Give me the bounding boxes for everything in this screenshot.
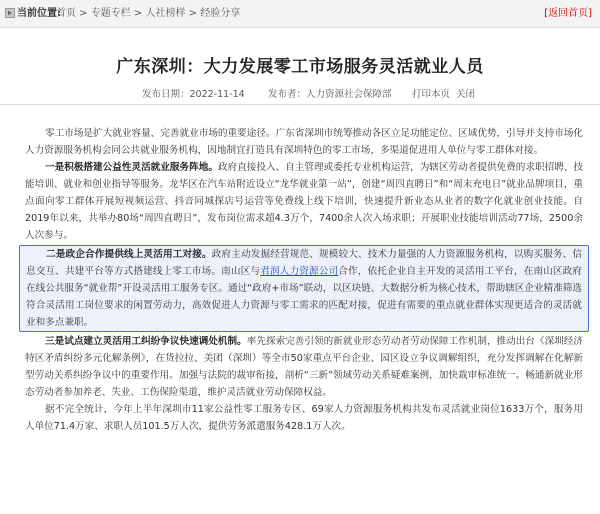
paragraph-point-3 <box>25 333 583 401</box>
point-1-text: 政府直接投入、自主管理或委托专业机构运营，为辖区劳动者提供免费的求职招聘、技能培训、就业和创业指导等服务。龙华区在汽车站附近设立“龙华就业第一站”，创建“周四直聘日”和“周末充电日”就业品牌项目，重点面向零工群体开展短视频运营、抖音同城探店号运营等免费线上线下培训，快速提升新业态从业者的数字化就业创业技能。自2019年以来，共举办80场“周四直聘日”，发布岗位需求超4.3万个，7400余人次入场求职；开展职业技能培训活动77场，2500余人次参与。 <box>25 162 584 241</box>
point-3-heading: 三是试点建立灵活用工纠纷争议快速调处机制。 <box>45 336 247 347</box>
close-page-link[interactable]: 关闭 <box>456 89 476 100</box>
print-page-link[interactable]: 打印本页 <box>412 89 451 100</box>
breadcrumb-item-experience[interactable]: 经验分享 <box>200 8 241 19</box>
back-to-home-link[interactable]: [返回首页] <box>544 8 592 19</box>
paragraph-point-1 <box>25 159 583 244</box>
publisher: 发布者：人力资源社会保障部 <box>268 89 392 100</box>
page-title: 广东深圳：大力发展零工市场服务灵活就业人员 <box>116 57 484 77</box>
breadcrumb <box>56 0 240 27</box>
paragraph-point-2-highlighted <box>19 245 589 332</box>
point-3-text: 率先探索完善引领的新就业形态劳动者劳动保障工作机制，推动出台《深圳经济特区矛盾纠纷多元化解条例》，在货拉拉、美团（深圳）等全市50家重点平台企业、园区设立争议调解组织，充分发挥调解在化解新型劳动关系纠纷争议中的重要作用。加强与法院的裁审衔接，剖析“三新”领域劳动关系疑难案例，加快裁审标准统一。畅通新就业形态劳动者参加养老、失业、工伤保险渠道，维护灵活就业劳动保障权益。 <box>25 336 584 398</box>
article-body <box>25 125 583 435</box>
breadcrumb-separator: > <box>185 8 201 19</box>
point-2-heading: 二是政企合作提供线上灵活用工对接。 <box>46 249 212 260</box>
company-link[interactable]: 君润人力资源公司 <box>260 266 339 277</box>
publish-date: 发布日期：2022-11-14 <box>142 89 245 100</box>
paragraph-intro: 零工市场是扩大就业容量、完善就业市场的重要途径。广东省深圳市统筹推动各区立足功能定位、区域优势，引导并支持市场化人力资源服务机构会同公共就业服务机构，因地制宜打造具有深圳特色的零工市场，多渠道促进用人单位与零工群体对接。 <box>25 128 583 156</box>
breadcrumb-label: 当前位置: <box>17 8 61 19</box>
paragraph-statistics: 据不完全统计，今年上半年深圳市11家公益性零工服务专区、69家人力资源服务机构共发布灵活就业岗位1633万个，服务用人单位71.4万家、求职人员101.5万人次，提供劳务派遣服务428.1万人次。 <box>25 404 583 432</box>
breadcrumb-separator: > <box>76 8 91 19</box>
breadcrumb-item-role-models[interactable]: 人社榜样 <box>145 8 186 19</box>
breadcrumb-item-topics[interactable]: 专题专栏 <box>90 8 131 19</box>
point-1-heading: 一是积极搭建公益性灵活就业服务阵地。 <box>45 162 218 173</box>
breadcrumb-item-home[interactable]: 首页 <box>56 8 76 19</box>
location-pin-icon <box>5 8 15 18</box>
point-2-text-b: 合作，依托企业自主开发的灵活用工平台，在南山区政府在线公共服务“就业帮”开设灵活用工服务专区。通过“政府+市场”联动，以区块链、大数据分析为核心技术，帮助辖区企业精准筛选符合灵活用工岗位要求的闲置劳动力，高效促进人力资源与零工需求的匹配对接，促进有需要的重点就业群体实现更适合的灵活就业和多点兼职。 <box>26 266 583 328</box>
article-meta <box>0 86 600 105</box>
point-2-text-a: 政府主动发掘经营规范、规模较大、技术力量强的人力资源服务机构，以购买服务、信息交互、共建平台等方式搭建线上零工市场。南山区与 <box>26 249 583 277</box>
breadcrumb-bar <box>0 0 600 28</box>
breadcrumb-separator: > <box>130 8 146 19</box>
